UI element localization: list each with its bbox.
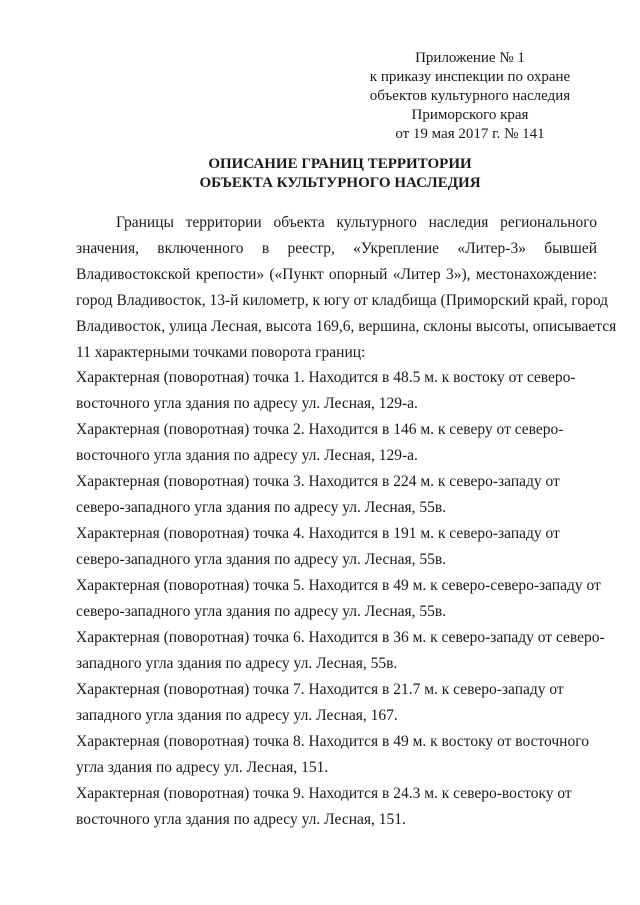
appendix-region: Приморского края: [411, 107, 529, 123]
point-8-line: угла здания по адресу ул. Лесная, 151.: [76, 759, 329, 776]
point-9-line: восточного угла здания по адресу ул. Лесная, 151.: [76, 811, 406, 828]
appendix-authority: объектов культурного наследия: [369, 88, 571, 104]
point-4-line: Характерная (поворотная) точка 4. Находится в 191 м. к северо-западу от: [76, 525, 560, 542]
boundary-points-list: [76, 365, 606, 833]
title-line-1: ОПИСАНИЕ ГРАНИЦ ТЕРРИТОРИИ: [208, 156, 472, 172]
intro-line: значения, включенного в реестр, «Укрепление «Литер-3» бывшей: [76, 240, 597, 257]
intro-line: Владивосток, улица Лесная, высота 169,6, вершина, склоны высоты, описывается: [76, 318, 617, 335]
intro-line: Границы территории объекта культурного наследия регионального: [116, 214, 597, 231]
point-3-line: Характерная (поворотная) точка 3. Находится в 224 м. к северо-западу от: [76, 473, 560, 490]
point-9-line: Характерная (поворотная) точка 9. Находится в 24.3 м. к северо-востоку от: [76, 785, 572, 802]
intro-line: город Владивосток, 13-й километр, к югу от кладбища (Приморский край, город: [76, 292, 609, 309]
point-3-line: северо-западного угла здания по адресу ул. Лесная, 55в.: [76, 499, 447, 516]
appendix-date: от 19 мая 2017 г. № 141: [395, 126, 545, 142]
point-2-line: Характерная (поворотная) точка 2. Находится в 146 м. к северу от северо-: [76, 421, 564, 438]
point-7-line: Характерная (поворотная) точка 7. Находится в 21.7 м. к северо-западу от: [76, 681, 564, 698]
intro-line: 11 характерными точками поворота границ:: [76, 344, 366, 361]
point-2-line: восточного угла здания по адресу ул. Лесная, 129-а.: [76, 447, 418, 464]
point-6-line: западного угла здания по адресу ул. Лесная, 55в.: [76, 655, 398, 672]
point-6-line: Характерная (поворотная) точка 6. Находится в 36 м. к северо-западу от северо-: [76, 629, 605, 646]
appendix-number: Приложение № 1: [415, 50, 525, 66]
point-1-line: Характерная (поворотная) точка 1. Находится в 48.5 м. к востоку от северо-: [76, 369, 576, 386]
appendix-order-ref: к приказу инспекции по охране: [369, 69, 571, 85]
appendix-header: [350, 49, 590, 144]
point-7-line: западного угла здания по адресу ул. Лесная, 167.: [76, 707, 398, 724]
intro-paragraph: [76, 210, 617, 366]
point-5-line: Характерная (поворотная) точка 5. Находится в 49 м. к северо-северо-западу от: [76, 577, 601, 594]
point-4-line: северо-западного угла здания по адресу ул. Лесная, 55в.: [76, 551, 447, 568]
title-line-2: ОБЪЕКТА КУЛЬТУРНОГО НАСЛЕДИЯ: [199, 175, 481, 191]
point-1-line: восточного угла здания по адресу ул. Лесная, 129-а.: [76, 395, 418, 412]
page-title: [60, 155, 620, 193]
intro-line: Владивостокской крепости» («Пункт опорный «Литер 3»), местонахождение:: [76, 266, 597, 283]
point-5-line: северо-западного угла здания по адресу ул. Лесная, 55в.: [76, 603, 447, 620]
point-8-line: Характерная (поворотная) точка 8. Находится в 49 м. к востоку от восточного: [76, 733, 589, 750]
